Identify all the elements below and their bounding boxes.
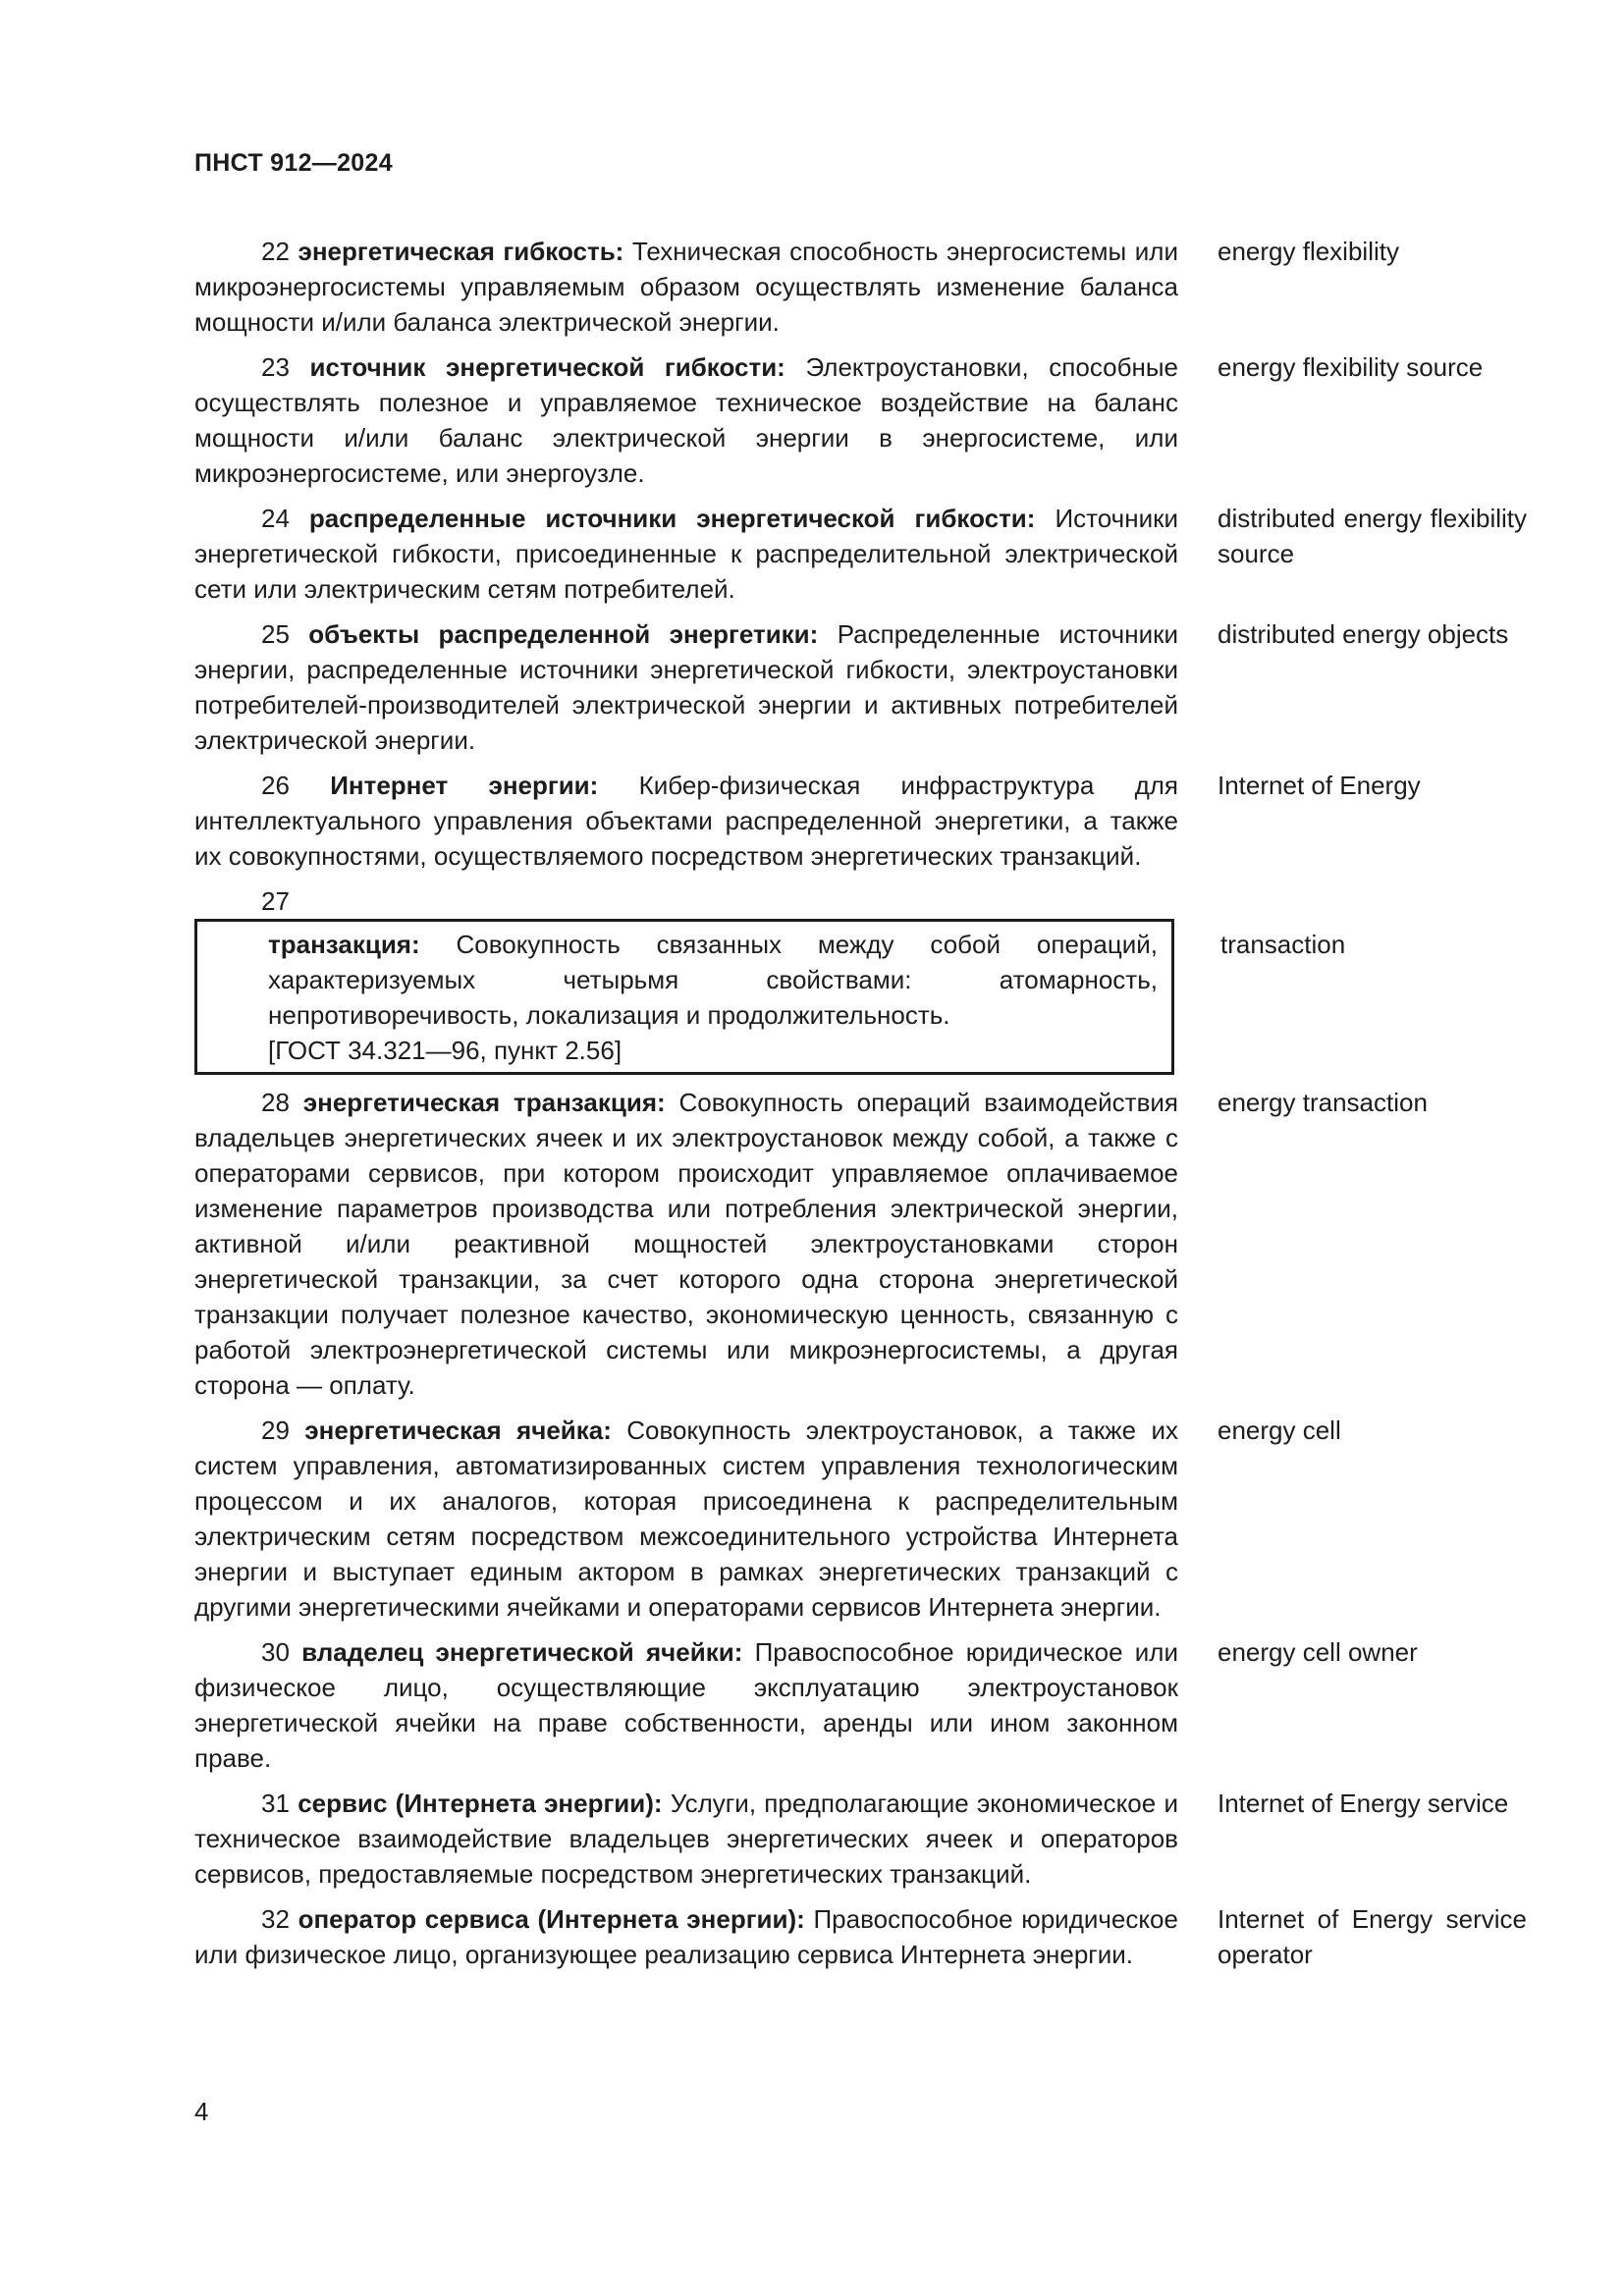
term-definition-ru xyxy=(194,1085,1178,1403)
term-entry-29 xyxy=(0,1413,1624,1625)
term-number: 31 xyxy=(261,1789,290,1818)
term-english: transaction xyxy=(1220,930,1346,959)
term-title: энергетическая гибкость: xyxy=(298,237,624,266)
term-entry-22 xyxy=(0,234,1624,340)
term-number: 24 xyxy=(261,504,290,533)
term-english: Internet of Energy service operator xyxy=(1218,1904,1527,1969)
page-number: 4 xyxy=(194,2097,209,2126)
term-entry-32 xyxy=(0,1901,1624,1972)
term-title: транзакция: xyxy=(268,930,420,959)
term-title: оператор сервиса (Интернета энергии): xyxy=(298,1904,805,1934)
term-number: 32 xyxy=(261,1904,290,1934)
term-english: energy transaction xyxy=(1218,1088,1428,1117)
term-entry-26 xyxy=(0,768,1624,874)
term-entry-30 xyxy=(0,1634,1624,1776)
term-title: источник энергетической гибкости: xyxy=(309,352,785,382)
term-number: 29 xyxy=(261,1415,290,1445)
term-definition-ru xyxy=(194,1634,1178,1776)
term-entry-27 xyxy=(0,883,1624,1075)
term-title: объекты распределенной энергетики: xyxy=(308,619,819,649)
term-entry-31 xyxy=(0,1786,1624,1892)
terms-list xyxy=(0,234,1624,1982)
term-entry-24 xyxy=(0,501,1624,607)
term-entry-23 xyxy=(0,349,1624,491)
term-definition-ru xyxy=(194,501,1178,607)
term-definition: Правоспособное юридическое или физическое лицо, организующее реализацию сервиса Интернета энергии. xyxy=(194,1904,1178,1969)
term-title: Интернет энергии: xyxy=(330,771,599,800)
term-title: сервис (Интернета энергии): xyxy=(298,1789,663,1818)
term-definition-ru xyxy=(194,768,1178,874)
source-reference: [ГОСТ 34.321—96, пункт 2.56] xyxy=(268,1036,623,1065)
term-entry-25 xyxy=(0,616,1624,758)
term-definition-ru xyxy=(194,616,1178,758)
term-definition-ru xyxy=(194,1413,1178,1625)
term-definition: Правоспособное юридическое или физическое лицо, осуществляющие эксплуатацию электроустановок энергетической ячейки на праве собственности, аренды или ином законном праве. xyxy=(194,1637,1178,1773)
term-english: energy flexibility xyxy=(1218,237,1399,266)
term-definition: Совокупность электроустановок, а также их систем управления, автоматизированных систем управления технологическим процессом и их аналогов, которая присоединена к распределительным электрическим сетям посредством межсоединительного устройства Интернета энергии и выступает единым актором в рамках энергетических транзакций с другими энергетическими ячейками и операторами сервисов Интернета энергии. xyxy=(194,1415,1178,1622)
quoted-definition-box xyxy=(194,919,1346,1075)
term-number: 22 xyxy=(261,237,290,266)
term-definition-ru xyxy=(194,349,1178,491)
term-number: 28 xyxy=(261,1088,290,1117)
term-number: 27 xyxy=(261,886,290,916)
term-english: energy cell xyxy=(1218,1415,1341,1445)
term-number: 25 xyxy=(261,619,290,649)
term-entry-28 xyxy=(0,1085,1624,1403)
term-english: distributed energy flexibility source xyxy=(1218,504,1527,568)
term-title: распределенные источники энергетической гибкости: xyxy=(308,504,1036,533)
document-id: ПНСТ 912—2024 xyxy=(194,149,393,177)
term-definition-ru xyxy=(194,1901,1178,1972)
term-definition: Распределенные источники энергии, распределенные источники энергетической гибкости, электроустановки потребителей-производителей электрической энергии и активных потребителей электрической энергии. xyxy=(194,619,1179,755)
term-definition: Совокупность операций взаимодействия владельцев энергетических ячеек и их электроустановок между собой, а также с операторами сервисов, при котором происходит управляемое оплачиваемое изменение параметров производства или потребления электрической энергии, активной и/или реактивной мощностей электроустановками сторон энергетической транзакции, за счет которого одна сторона энергетической транзакции получает полезное качество, экономическую ценность, связанную с работой электроэнергетической системы или микроэнергосистемы, а другая сторона — оплату. xyxy=(194,1088,1178,1400)
term-title: владелец энергетической ячейки: xyxy=(301,1637,743,1667)
term-definition: Источники энергетической гибкости, присоединенные к распределительной электрической сети или электрическим сетям потребителей. xyxy=(194,504,1178,604)
term-english: Internet of Energy service xyxy=(1218,1789,1509,1818)
term-title: энергетическая транзакция: xyxy=(302,1088,666,1117)
term-english: energy flexibility source xyxy=(1218,352,1484,382)
term-english: distributed energy objects xyxy=(1218,619,1509,649)
term-english: Internet of Energy xyxy=(1218,771,1421,800)
term-definition: Кибер-физическая инфраструктура для интеллектуального управления объектами распределенной энергетики, а также их совокупностями, осуществляемого посредством энергетических транзакций. xyxy=(194,771,1178,871)
term-definition: Услуги, предполагающие экономическое и техническое взаимодействие владельцев энергетических ячеек и операторов сервисов, предоставляемые посредством энергетических транзакций. xyxy=(194,1789,1178,1889)
term-definition: Техническая способность энергосистемы или микроэнергосистемы управляемым образом осуществлять изменение баланса мощности и/или баланса электрической энергии. xyxy=(194,237,1178,337)
term-title: энергетическая ячейка: xyxy=(304,1415,612,1445)
term-definition: Электроустановки, способные осуществлять полезное и управляемое техническое воздействие на баланс мощности и/или баланс электрической энергии в энергосистеме, или микроэнергосистеме, или энергоузле. xyxy=(194,352,1178,488)
term-number: 30 xyxy=(261,1637,290,1667)
term-definition-ru xyxy=(194,1786,1178,1892)
term-number: 23 xyxy=(261,352,290,382)
term-definition: Совокупность связанных между собой операций, характеризуемых четырьмя свойствами: атомарность, непротиворечивость, локализация и продолжительность. xyxy=(268,930,1158,1030)
term-definition-ru xyxy=(194,234,1178,340)
term-english: energy cell owner xyxy=(1218,1637,1418,1667)
term-number: 26 xyxy=(261,771,290,800)
